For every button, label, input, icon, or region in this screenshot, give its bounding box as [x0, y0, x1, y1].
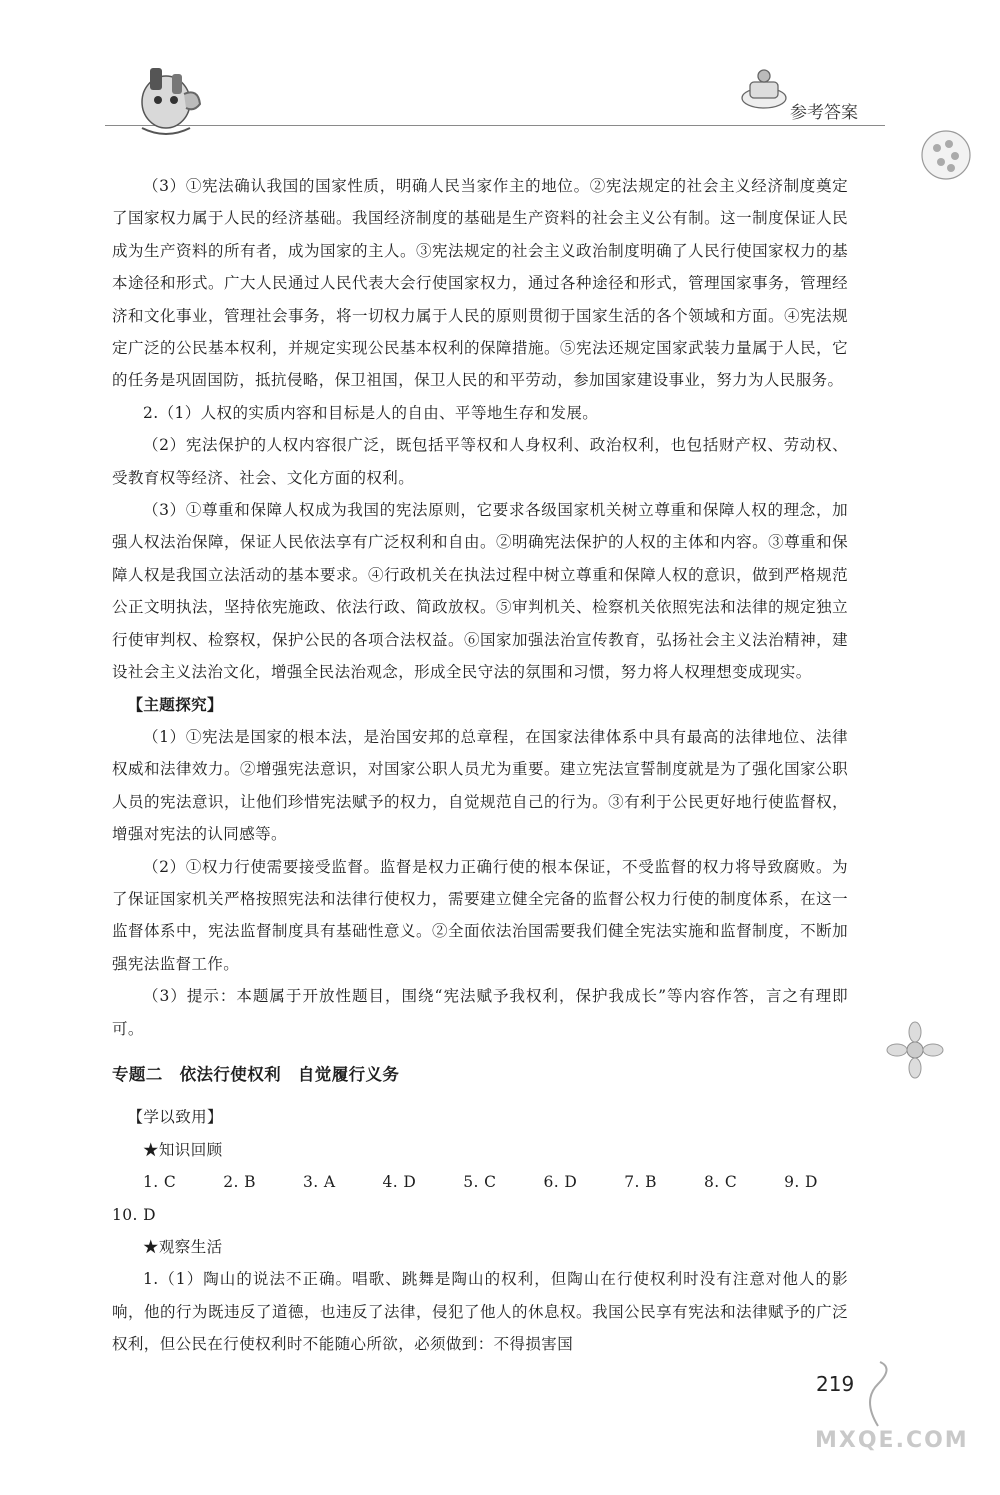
answer-item: 2. B	[223, 1173, 256, 1192]
cake-mascot-icon	[738, 66, 790, 112]
answer-item: 9. D	[784, 1173, 818, 1192]
theme-item: （2）①权力行使需要接受监督。监督是权力正确行使的根本保证，不受监督的权力将导致腐败。为了保证国家机关严格按照宪法和法律行使权力，需要建立健全完备的监督公权力行使的制度体系，在这一监督体系中，宪法监督制度具有基础性意义。②全面依法治国需要我们健全宪法实施和监督制度，不断加强宪法监督工作。	[112, 857, 848, 973]
page-number: 219	[816, 1372, 855, 1396]
answer-item: 5. C	[463, 1173, 497, 1192]
observe-label: ★观察生活	[143, 1238, 223, 1256]
answer-item: 4. D	[382, 1173, 417, 1192]
observe-text: 1.（1）陶山的说法不正确。唱歌、跳舞是陶山的权利，但陶山在行使权利时没有注意对他人的影响，他的行为既违反了道德，也违反了法律，侵犯了他人的休息权。我国公民享有宪法和法律赋予的广泛权利，但公民在行使权利时不能随心所欲，必须做到：不得损害国	[112, 1270, 848, 1354]
paragraph: （3）①尊重和保障人权成为我国的宪法原则，它要求各级国家机关树立尊重和保障人权的理念，加强人权法治保障，保证人民依法享有广泛权利和自由。②明确宪法保护的人权的主体和内容。③尊重和保障人权是我国立法活动的基本要求。④行政机关在执法过程中树立尊重和保障人权的意识，做到严格规范公正文明执法，坚持依宪施政、依法行政、简政放权。⑤审判机关、检察机关依照宪法和法律的规定独立行使审判权、检察权，保护公民的各项合法权益。⑥国家加强法治宣传教育，弘扬社会主义法治精神，建设社会主义法治文化，增强全民法治观念，形成全民守法的氛围和习惯，努力将人权理想变成现实。	[112, 501, 848, 682]
header-rule	[105, 125, 885, 126]
theme-item: （3）提示：本题属于开放性题目，围绕“宪法赋予我权利，保护我成长”等内容作答，言之有理即可。	[112, 987, 848, 1038]
page-content	[112, 170, 848, 1361]
paragraph: 2.（1）人权的实质内容和目标是人的自由、平等地生存和发展。	[143, 403, 599, 422]
answer-item: 3. A	[302, 1173, 336, 1192]
answer-item: 1. C	[143, 1173, 177, 1192]
swirl-decoration-icon	[858, 1360, 898, 1430]
answer-item: 7. B	[624, 1173, 657, 1192]
berry-decoration-icon	[915, 122, 977, 184]
watermark: MXQE.COM	[815, 1428, 969, 1453]
answer-item: 10. D	[112, 1205, 157, 1224]
topic-title: 专题二 依法行使权利 自觉履行义务	[112, 1064, 400, 1084]
flower-decoration-icon	[880, 1020, 950, 1080]
knowledge-label: ★知识回顾	[143, 1140, 223, 1159]
paragraph: （3）①宪法确认我国的国家性质，明确人民当家作主的地位。②宪法规定的社会主义经济制度奠定了国家权力属于人民的经济基础。我国经济制度的基础是生产资料的社会主义公有制。这一制度保证人民成为生产资料的所有者，成为国家的主人。③宪法规定的社会主义政治制度明确了人民行使国家权力的基本途径和形式。广大人民通过人民代表大会行使国家权力，通过各种途径和形式，管理国家事务，管理经济和文化事业，管理社会事务，将一切权力属于人民的原则贯彻于国家生活的各个领域和方面。④宪法规定广泛的公民基本权利，并规定实现公民基本权利的保障措施。⑤宪法还规定国家武装力量属于人民，它的任务是巩固国防，抵抗侵略，保卫祖国，保卫人民的和平劳动，参加国家建设事业，努力为人民服务。	[112, 177, 848, 390]
raccoon-mascot-icon	[128, 58, 204, 140]
answer-item: 6. D	[543, 1173, 578, 1192]
answer-row	[112, 1166, 848, 1198]
header-title: 参考答案	[790, 103, 858, 123]
answer-item: 8. C	[703, 1173, 738, 1192]
section-label-study: 【学以致用】	[127, 1108, 223, 1127]
theme-item: （1）①宪法是国家的根本法，是治国安邦的总章程，在国家法律体系中具有最高的法律地位、法律权威和法律效力。②增强宪法意识，对国家公职人员尤为重要。建立宪法宣誓制度就是为了强化国家公职人员的宪法意识，让他们珍惜宪法赋予的权力，自觉规范自己的行为。③有利于公民更好地行使监督权，增强对宪法的认同感等。	[112, 727, 848, 844]
paragraph: （2）宪法保护的人权内容很广泛，既包括平等权和人身权利、政治权利，也包括财产权、劳动权、受教育权等经济、社会、文化方面的权利。	[112, 436, 848, 487]
section-label-theme: 【主题探究】	[127, 694, 223, 714]
